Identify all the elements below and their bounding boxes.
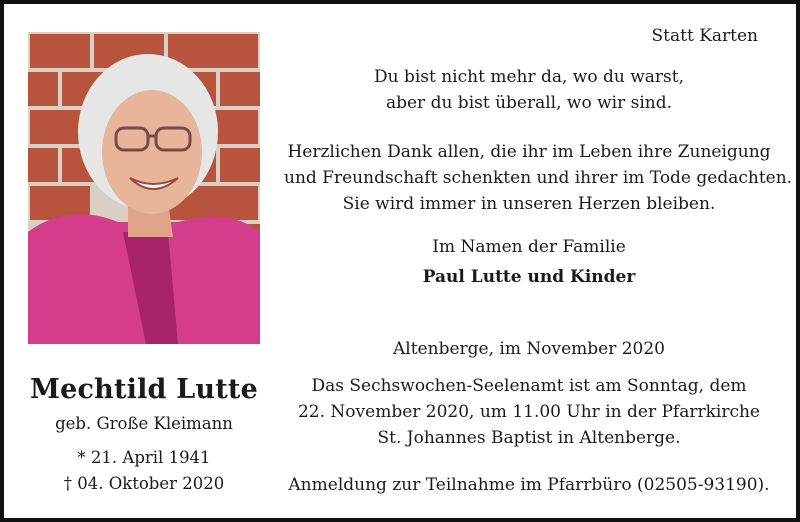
death-date: † 04. Oktober 2020 (63, 474, 225, 493)
mass-line: St. Johannes Baptist in Altenberge. (377, 428, 681, 448)
verse-line: Du bist nicht mehr da, wo du warst, (373, 67, 685, 87)
statt-karten-label: Statt Karten (651, 26, 758, 46)
family-intro: Im Namen der Familie (432, 237, 626, 257)
thanks-text (284, 139, 793, 217)
verse (284, 64, 774, 116)
mass-notice (284, 373, 774, 451)
portrait-photo (28, 32, 260, 344)
mass-line: Das Sechswochen-Seelenamt ist am Sonntag, dem (311, 376, 747, 396)
place-date: Altenberge, im November 2020 (393, 339, 665, 359)
thanks-line: Herzlichen Dank allen, die ihr im Leben ihre Zuneigung (287, 142, 771, 162)
birth-date: * 21. April 1941 (77, 448, 211, 467)
deceased-name: Mechtild Lutte (30, 374, 258, 405)
registration-notice: Anmeldung zur Teilnahme im Pfarrbüro (02505-93190). (288, 475, 770, 495)
birth-name: geb. Große Kleimann (55, 414, 233, 433)
family-names: Paul Lutte und Kinder (422, 267, 636, 287)
family-signature (284, 234, 774, 290)
mass-line: 22. November 2020, um 11.00 Uhr in der Pfarrkirche (297, 402, 760, 422)
thanks-line: und Freundschaft schenkten und ihrer im Tode gedachten. (284, 168, 793, 188)
thanks-line: Sie wird immer in unseren Herzen bleiben. (342, 194, 716, 214)
verse-line: aber du bist überall, wo wir sind. (385, 93, 673, 113)
